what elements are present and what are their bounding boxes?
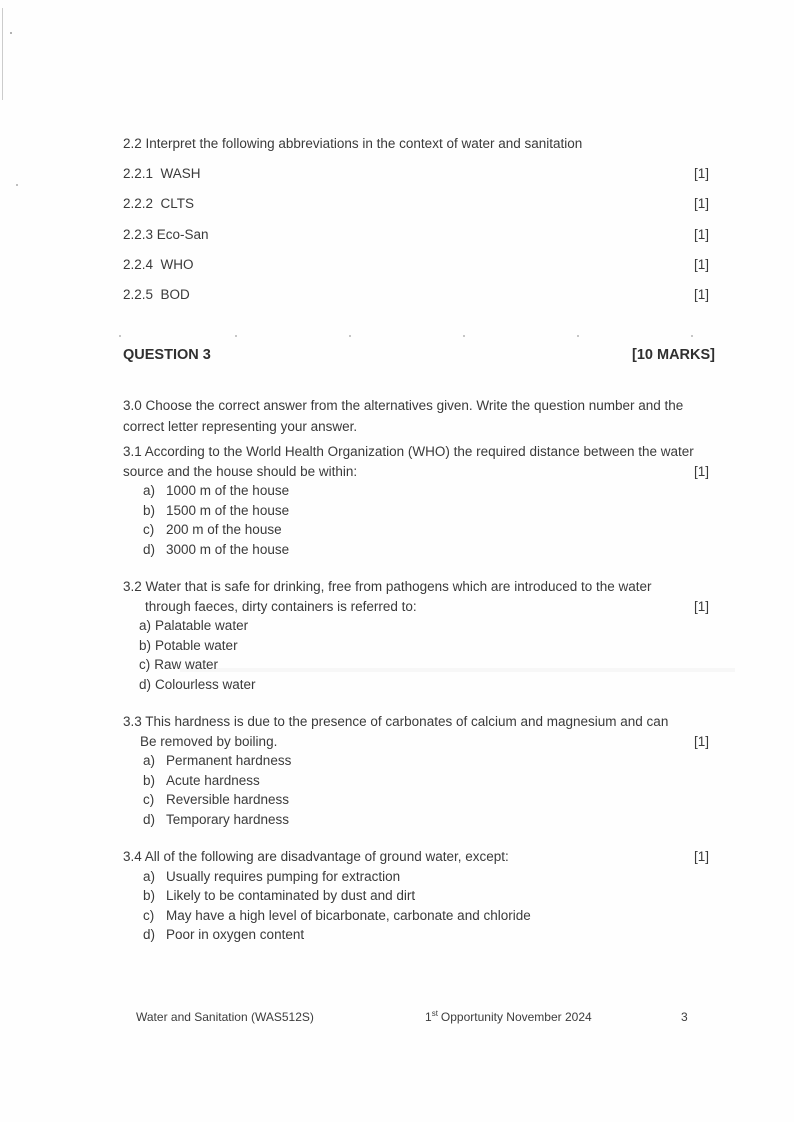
- option-row: [123, 636, 709, 656]
- option-text: Poor in oxygen content: [166, 927, 305, 942]
- scan-speck: [119, 335, 121, 337]
- option-letter: b): [139, 637, 152, 653]
- question-3-3: [123, 712, 709, 829]
- option-row: [123, 771, 709, 791]
- question-3-total-marks: [10 MARKS]: [632, 347, 715, 363]
- option-row: [123, 616, 709, 636]
- option-text: May have a high level of bicarbonate, carbonate and chloride: [166, 907, 531, 923]
- abbrev-row-wash: [123, 164, 709, 184]
- abbrev-label: 2.2.2 CLTS: [123, 196, 195, 211]
- option-row: [123, 886, 709, 906]
- scan-line-artifact: [2, 8, 3, 100]
- instruction-paragraph: [123, 395, 709, 437]
- option-row: [123, 655, 709, 675]
- marks-badge: [1]: [693, 196, 709, 211]
- abbrev-row-bod: [123, 285, 709, 305]
- option-letter: a): [143, 753, 156, 768]
- option-text: 3000 m of the house: [166, 541, 290, 557]
- stem-line: 3.4 All of the following are disadvantage of ground water, except:: [123, 849, 509, 864]
- footer-opportunity-number: 1: [425, 1010, 432, 1024]
- option-row: [123, 906, 709, 926]
- section-2-2-intro: 2.2 Interpret the following abbreviations in the context of water and sanitation: [123, 136, 583, 151]
- footer-course-title: Water and Sanitation (WAS512S): [136, 1010, 314, 1024]
- options-list: [123, 751, 709, 829]
- marks-badge: [1]: [693, 227, 709, 242]
- question-3-2: [123, 577, 709, 694]
- option-text: 1000 m of the house: [166, 483, 290, 498]
- stem-line: 3.3 This hardness is due to the presence of carbonates of calcium and magnesium and can: [123, 714, 669, 729]
- option-row: [123, 790, 709, 810]
- option-letter: d): [143, 541, 156, 557]
- options-list: [123, 867, 709, 945]
- scan-speck: [463, 335, 465, 337]
- marks-badge: [1]: [693, 598, 709, 614]
- marks-badge: [1]: [693, 287, 709, 302]
- options-list: [123, 481, 709, 559]
- option-letter: c): [143, 792, 155, 807]
- option-row: [123, 675, 709, 695]
- options-list: [123, 616, 709, 694]
- question-3-title: QUESTION 3: [123, 347, 211, 363]
- option-row: [123, 867, 709, 887]
- abbrev-row-clts: [123, 194, 709, 214]
- option-letter: b): [143, 888, 156, 903]
- question-3-1: [123, 442, 709, 559]
- footer-opportunity-ordinal: st: [431, 1009, 438, 1018]
- option-text: Potable water: [155, 637, 238, 653]
- scan-speck: [16, 184, 18, 186]
- option-text: Raw water: [154, 657, 219, 672]
- abbrev-row-who: [123, 255, 709, 275]
- option-row: [123, 925, 709, 945]
- abbrev-row-ecosan: [123, 225, 709, 245]
- option-text: Permanent hardness: [166, 753, 292, 768]
- marks-badge: [1]: [693, 463, 709, 479]
- question-3-heading-row: [123, 346, 715, 365]
- instruction-line: 3.0 Choose the correct answer from the alternatives given. Write the question number and the: [123, 398, 684, 413]
- footer-page-number: 3: [681, 1010, 688, 1024]
- stem-line: 3.1 According to the World Health Organization (WHO) the required distance between the water: [123, 444, 694, 459]
- marks-badge: [1]: [693, 257, 709, 272]
- option-row: [123, 520, 709, 540]
- scan-speck: [349, 335, 351, 337]
- abbrev-label: 2.2.1 WASH: [123, 166, 201, 181]
- option-letter: c): [139, 657, 151, 672]
- option-letter: d): [143, 927, 156, 942]
- option-text: Colourless water: [155, 676, 256, 692]
- option-letter: b): [143, 772, 156, 788]
- option-row: [123, 751, 709, 771]
- option-letter: b): [143, 502, 156, 518]
- option-text: Palatable water: [155, 618, 249, 633]
- footer-opportunity-text: Opportunity November 2024: [440, 1010, 592, 1024]
- option-text: Acute hardness: [166, 772, 260, 788]
- stem-line: 3.2 Water that is safe for drinking, free from pathogens which are introduced to the water: [123, 579, 652, 594]
- marks-badge: [1]: [693, 166, 709, 181]
- scan-speck: [691, 335, 693, 337]
- stem-line: source and the house should be within:: [123, 463, 358, 479]
- option-row: [123, 540, 709, 560]
- option-letter: d): [139, 676, 152, 692]
- scan-speck: [10, 32, 12, 34]
- abbrev-label: 2.2.5 BOD: [123, 287, 190, 302]
- stem-line: Be removed by boiling.: [140, 733, 278, 749]
- option-row: [123, 810, 709, 830]
- instruction-line: correct letter representing your answer.: [123, 419, 358, 434]
- option-letter: a): [139, 618, 152, 633]
- marks-badge: [1]: [693, 733, 709, 749]
- option-text: 200 m of the house: [166, 522, 282, 537]
- scan-speck: [235, 335, 237, 337]
- question-3-4: [123, 847, 709, 945]
- option-text: Likely to be contaminated by dust and dirt: [166, 888, 416, 903]
- scan-speck: [577, 335, 579, 337]
- option-row: [123, 481, 709, 501]
- option-row: [123, 501, 709, 521]
- option-letter: d): [143, 811, 156, 827]
- option-letter: a): [143, 483, 156, 498]
- abbrev-label: 2.2.3 Eco-San: [123, 227, 209, 242]
- footer-opportunity: [425, 1009, 592, 1025]
- marks-badge: [1]: [693, 849, 709, 864]
- stem-line: through faeces, dirty containers is referred to:: [145, 598, 417, 614]
- option-letter: c): [143, 522, 155, 537]
- option-text: Usually requires pumping for extraction: [166, 868, 401, 884]
- option-text: 1500 m of the house: [166, 502, 290, 518]
- option-letter: a): [143, 868, 156, 884]
- option-text: Temporary hardness: [166, 811, 290, 827]
- option-letter: c): [143, 907, 155, 923]
- option-text: Reversible hardness: [166, 792, 290, 807]
- abbrev-label: 2.2.4 WHO: [123, 257, 194, 272]
